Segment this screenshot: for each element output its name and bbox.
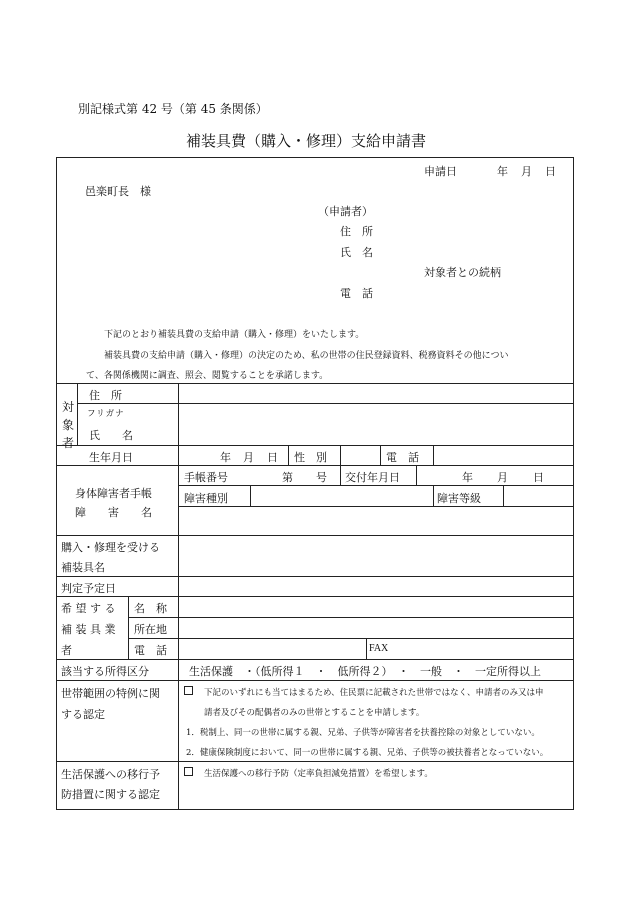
birth-month-label: 月 (243, 451, 254, 464)
rule (380, 445, 381, 465)
household-label-1: 世帯範囲の特例に関 (61, 687, 160, 700)
subject-sex-label: 性 別 (294, 451, 327, 464)
rule (416, 465, 417, 485)
applicant-address-label: 住 所 (340, 225, 373, 238)
welfare-label-1: 生活保護への移行予 (61, 768, 160, 781)
disability-handbook-label: 身体障害者手帳 (75, 487, 152, 500)
birth-day-label: 日 (267, 451, 278, 464)
vendor-label-2: 補 装 具 業 (61, 623, 116, 636)
vendor-label-3: 者 (61, 644, 72, 657)
rule (56, 383, 574, 384)
household-condition-1: 1．税制上、同一の世帯に属する親、兄弟、子供等が障害者を扶養控除の対象としていない。 (186, 728, 540, 738)
subject-phone-label: 電 話 (386, 451, 419, 464)
rule (56, 680, 574, 681)
device-label-1: 購入・修理を受ける (61, 541, 160, 554)
welfare-text: 生活保護への移行予防（定率負担減免措置）を希望します。 (204, 769, 433, 779)
page-title: 補装具費（購入・修理）支給申請書 (186, 132, 427, 150)
rule (178, 506, 574, 507)
applicant-label: （申請者） (318, 205, 373, 218)
statement-consent-2: て、各関係機関に調査、照会、閲覧することを承諾します。 (86, 371, 329, 381)
rule (77, 383, 78, 445)
notebook-number-go: 号 (316, 471, 327, 484)
issue-year-label: 年 (462, 471, 473, 484)
rule (56, 465, 574, 466)
vendor-fax-label: FAX (369, 643, 389, 654)
application-date-year: 年 (497, 165, 508, 178)
household-checkbox[interactable] (184, 686, 193, 695)
statement-application: 下記のとおり補装具費の支給申請（購入・修理）をいたします。 (104, 330, 365, 340)
rule (178, 485, 574, 486)
device-label-2: 補装具名 (61, 561, 105, 574)
judgment-date-label: 判定予定日 (61, 582, 116, 595)
vendor-location-label: 所在地 (134, 623, 167, 636)
subject-furigana-label: フリガナ (87, 409, 125, 419)
household-label-2: する認定 (61, 708, 105, 721)
application-date-label: 申請日 (424, 165, 457, 178)
subject-address-label: 住 所 (89, 389, 122, 402)
rule (503, 485, 504, 506)
disability-name-label: 障 害 名 (75, 506, 152, 519)
vendor-phone-label: 電 話 (134, 644, 167, 657)
subject-side-label-3: 者 (62, 436, 75, 450)
income-category-label: 該当する所得区分 (61, 665, 149, 678)
household-condition-2: 2．健康保険制度において、同一の世帯に属する親、兄弟、子供等の被扶養者となっていない。 (186, 748, 549, 758)
birth-year-label: 年 (220, 451, 231, 464)
rule (433, 485, 434, 506)
rule (250, 485, 251, 506)
rule (340, 445, 341, 465)
welfare-checkbox[interactable] (184, 767, 193, 776)
subject-name-label: 氏 名 (89, 429, 133, 442)
rule (366, 638, 367, 659)
issue-day-label: 日 (533, 471, 544, 484)
income-category-options: 生活保護 ・（低所得１ ・ 低所得２） ・ 一般 ・ 一定所得以上 (189, 665, 541, 678)
notebook-number-dai: 第 (282, 471, 293, 484)
relationship-label: 対象者との続柄 (424, 266, 501, 279)
rule (128, 638, 574, 639)
issue-month-label: 月 (497, 471, 508, 484)
rule (56, 445, 574, 446)
application-date-day: 日 (545, 165, 556, 178)
rule (56, 659, 574, 660)
rule (56, 576, 574, 577)
welfare-label-2: 防措置に関する認定 (61, 788, 160, 801)
addressee: 邑楽町長 様 (85, 185, 151, 198)
application-date-month: 月 (521, 165, 532, 178)
household-text-1: 下記のいずれにも当てはまるため、住民票に記載された世帯ではなく、申請者のみ又は申 (204, 688, 544, 698)
notebook-number-label: 手帳番号 (184, 471, 228, 484)
issue-date-label: 交付年月日 (345, 471, 400, 484)
household-text-2: 請者及びその配偶者のみの世帯とすることを申請します。 (204, 708, 425, 718)
disability-grade-label: 障害等級 (437, 492, 481, 505)
subject-birthdate-label: 生年月日 (89, 451, 133, 464)
vendor-label-1: 希 望 す る (61, 602, 116, 615)
disability-type-label: 障害種別 (184, 492, 228, 505)
rule (77, 403, 574, 404)
statement-consent-1: 補装具費の支給申請（購入・修理）の決定のため、私の世帯の住民登録資料、税務資料その他につい (104, 351, 509, 361)
rule (56, 761, 574, 762)
form-reference: 別記様式第 42 号（第 45 条関係） (78, 102, 268, 116)
rule (340, 465, 341, 485)
rule (178, 383, 179, 810)
subject-side-label-2: 象 (62, 418, 75, 432)
subject-side-label-1: 対 (62, 400, 75, 414)
applicant-name-label: 氏 名 (340, 246, 373, 259)
rule (56, 596, 574, 597)
vendor-name-label: 名 称 (134, 602, 167, 615)
rule (433, 445, 434, 465)
rule (128, 617, 574, 618)
applicant-phone-label: 電 話 (340, 287, 373, 300)
rule (56, 535, 574, 536)
rule (288, 445, 289, 465)
rule (128, 596, 129, 659)
